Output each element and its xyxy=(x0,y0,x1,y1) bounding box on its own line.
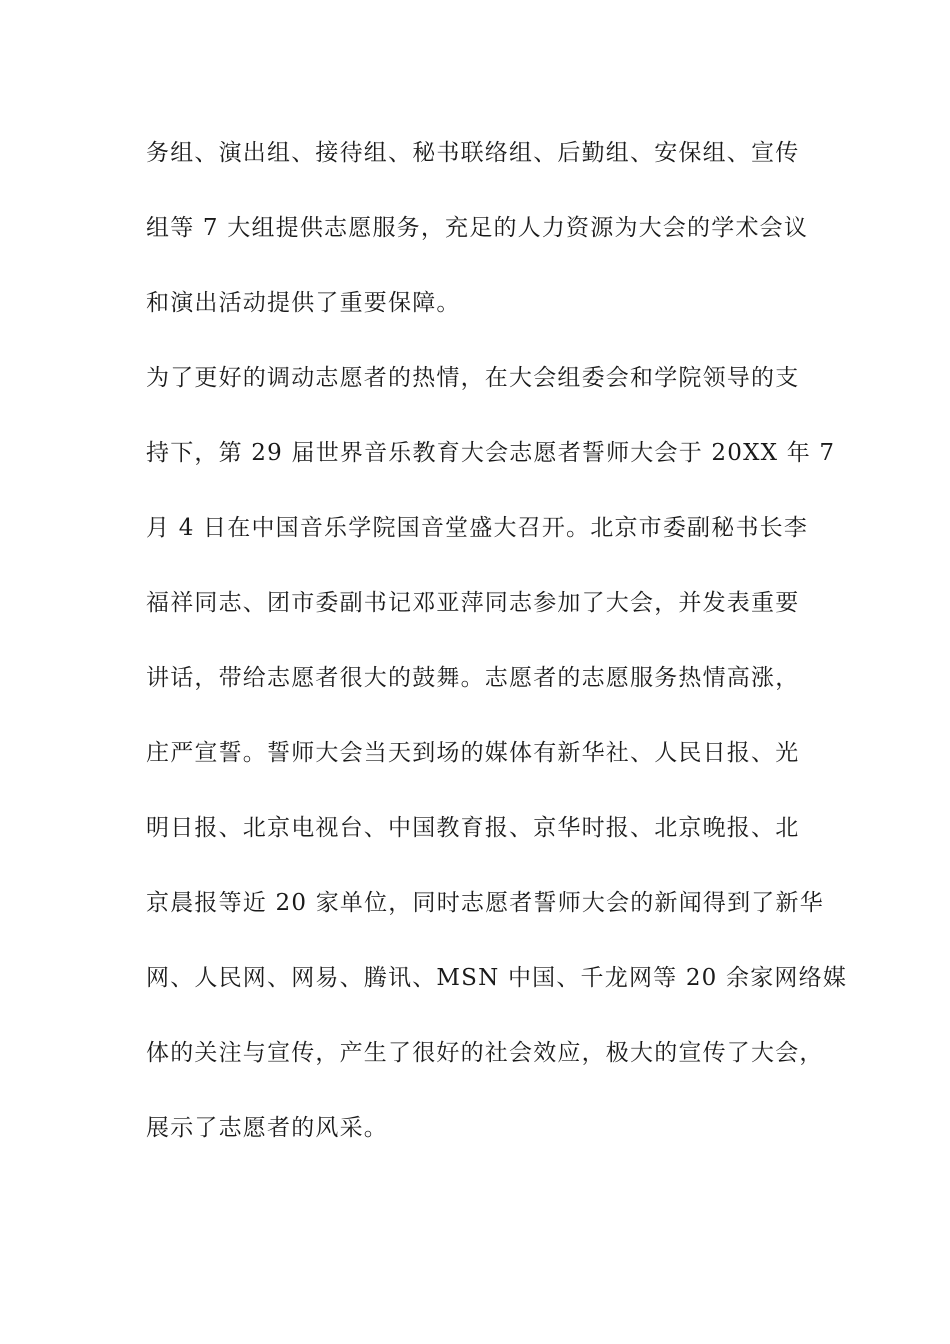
text-line: 月 4 日在中国音乐学院国音堂盛大召开。北京市委副秘书长李 xyxy=(146,515,809,541)
text-line: 为了更好的调动志愿者的热情，在大会组委会和学院领导的支 xyxy=(146,365,800,391)
text-line: 京晨报等近 20 家单位，同时志愿者誓师大会的新闻得到了新华 xyxy=(146,890,824,916)
text-line: 讲话，带给志愿者很大的鼓舞。志愿者的志愿服务热情高涨， xyxy=(146,665,800,691)
text-line: 福祥同志、团市委副书记邓亚萍同志参加了大会，并发表重要 xyxy=(146,590,800,616)
text-line: 务组、演出组、接待组、秘书联络组、后勤组、安保组、宣传 xyxy=(146,140,800,166)
text-line: 展示了志愿者的风采。 xyxy=(146,1115,388,1141)
text-line: 网、人民网、网易、腾讯、MSN 中国、千龙网等 20 余家网络媒 xyxy=(146,965,848,991)
text-line: 明日报、北京电视台、中国教育报、京华时报、北京晚报、北 xyxy=(146,815,800,841)
body-text xyxy=(146,130,848,1180)
text-line: 和演出活动提供了重要保障。 xyxy=(146,290,461,316)
text-line: 持下，第 29 届世界音乐教育大会志愿者誓师大会于 20XX 年 7 xyxy=(146,440,836,466)
text-line: 组等 7 大组提供志愿服务，充足的人力资源为大会的学术会议 xyxy=(146,215,809,241)
text-line: 庄严宣誓。誓师大会当天到场的媒体有新华社、人民日报、光 xyxy=(146,740,800,766)
text-line: 体的关注与宣传，产生了很好的社会效应，极大的宣传了大会， xyxy=(146,1040,824,1066)
